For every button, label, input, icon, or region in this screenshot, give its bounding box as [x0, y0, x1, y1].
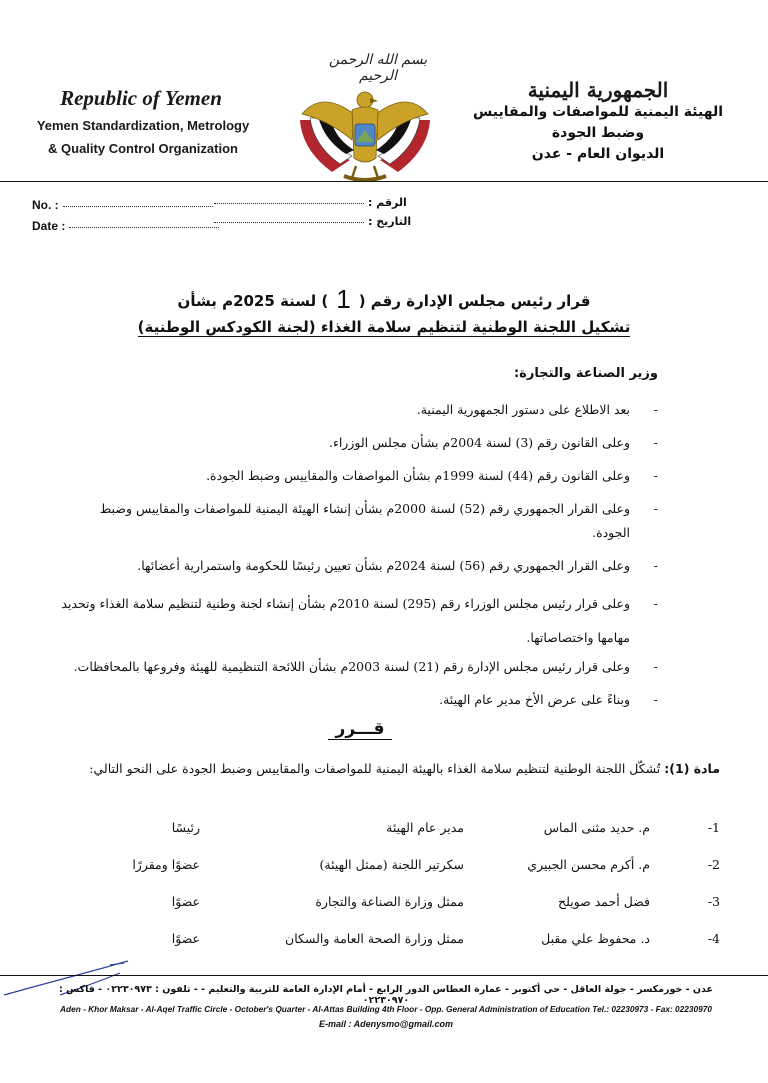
english-org-line-1: Yemen Standardization, Metrology	[36, 118, 250, 133]
arabic-date-field	[210, 215, 411, 228]
table-row	[80, 894, 720, 931]
english-republic-title: Republic of Yemen	[60, 86, 222, 110]
arabic-number-label: الرقم :	[368, 196, 407, 209]
arabic-org-line-1: الهيئة اليمنية للمواصفات والمقاييس	[472, 104, 724, 120]
english-org-line-2: & Quality Control Organization	[48, 141, 238, 156]
list-item: - وعلى القانون رقم (44) لسنة 1999م بشأن المواصفات والمقاييس وضبط الجودة.	[206, 468, 658, 483]
member-number: 4-	[707, 931, 720, 946]
member-role: ممثل وزارة الصحة العامة والسكان	[285, 931, 464, 946]
member-status: عضوًا ومقررًا	[132, 857, 200, 872]
arabic-number-blank	[214, 203, 364, 204]
member-name: م. أكرم محسن الجبيري	[527, 857, 650, 872]
table-row	[80, 820, 720, 857]
table-row	[80, 857, 720, 894]
list-item: - بعد الاطلاع على دستور الجمهورية اليمنية.	[416, 402, 658, 417]
arabic-org-line-2: وضبط الجودة	[551, 125, 645, 141]
members-list	[80, 820, 720, 968]
decides-heading: قـــرر	[300, 719, 420, 739]
number-blank	[63, 206, 213, 207]
list-item: - وعلى القرار الجمهوري رقم (56) لسنة 2024م بشأن تعيين رئيسًا للحكومة واستمرارية أعضائها.	[137, 558, 658, 573]
member-number: 1-	[707, 820, 720, 835]
basmala-calligraphy: بسم الله الرحمن الرحيم	[328, 52, 428, 84]
list-item: - وعلى قرار رئيس مجلس الإدارة رقم (21) لسنة 2003م بشأن اللائحة التنظيمية للهيئة وفروعها بالمحافظات.	[73, 659, 658, 674]
date-field	[32, 219, 223, 233]
preamble-list	[58, 398, 658, 721]
list-item: - وعلى القرار الجمهوري رقم (52) لسنة 2000م بشأن إنشاء الهيئة اليمنية للمواصفات والمقاييس وضبط الجودة.	[99, 501, 658, 540]
date-blank	[69, 227, 219, 228]
article-text: تُشكّل اللجنة الوطنية لتنظيم سلامة الغذاء بالهيئة اليمنية للمواصفات والمقاييس وضبط الجودة على النحو التالي:	[89, 761, 661, 776]
member-name: م. حديد مثنى الماس	[543, 820, 650, 835]
table-row	[80, 931, 720, 968]
footer-arabic-address: عدن - خورمكسر - جولة العاقل - حي أكتوبر - عمارة العطاس الدور الرابع - أمام الإدارة العامة للتربية والتعليم - - تلفون : ٠٢٢٣٠٩٧٣ - فاكس : ٠٢٢٣٠٩٧٠	[59, 984, 713, 1006]
member-number: 2-	[707, 857, 720, 872]
list-item: - وعلى القانون رقم (3) لسنة 2004م بشأن مجلس الوزراء.	[328, 435, 658, 450]
decree-title-suffix: ) لسنة 2025م بشأن	[177, 292, 329, 310]
arabic-date-blank	[214, 222, 364, 223]
article-1	[20, 752, 720, 786]
member-number: 3-	[707, 894, 720, 909]
arabic-number-field	[210, 196, 407, 209]
arabic-office-location: الديوان العام - عدن	[531, 146, 665, 162]
footer-email: E-mail : Adenysmo@gmail.com	[319, 1019, 453, 1029]
number-label: No. :	[32, 198, 59, 212]
number-field	[32, 198, 217, 212]
decree-number: 1	[336, 284, 351, 314]
date-label: Date :	[32, 219, 66, 233]
article-label: مادة (1):	[664, 761, 720, 776]
footer-divider	[0, 975, 768, 976]
member-status: رئيسًا	[171, 820, 200, 835]
member-name: د. محفوظ علي مقبل	[541, 931, 650, 946]
member-role: سكرتير اللجنة (ممثل الهيئة)	[319, 857, 464, 872]
decree-title	[60, 284, 708, 315]
decree-subject	[60, 318, 708, 336]
arabic-header	[468, 78, 728, 162]
member-status: عضوًا	[171, 894, 200, 909]
member-role: مدير عام الهيئة	[386, 820, 464, 835]
decree-subject-text: تشكيل اللجنة الوطنية لتنظيم سلامة الغذاء (لجنة الكودكس الوطنية)	[137, 318, 631, 336]
decree-title-prefix: قرار رئيس مجلس الإدارة رقم (	[358, 292, 591, 310]
arabic-republic-title: الجمهورية اليمنية	[527, 78, 669, 102]
list-item: - وبناءً على عرض الأخ مدير عام الهيئة.	[439, 692, 658, 707]
footer-english-address: Aden - Khor Maksar - Al-Aqel Traffic Circle - October's Quarter - Al-Attas Building 4th Floor - Opp. General Administration of Education Tel.: 02230973 - Fax: 02230970	[60, 1004, 712, 1014]
member-status: عضوًا	[171, 931, 200, 946]
member-name: فضل أحمد صويلح	[558, 894, 650, 909]
yemen-eagle-emblem-icon	[292, 80, 438, 188]
list-item: - وعلى قرار رئيس مجلس الوزراء رقم (295) لسنة 2010م بشأن إنشاء لجنة وطنية لتنظيم سلامة الغذاء وتحديد مهامها واختصاصاتها.	[61, 596, 658, 645]
header-divider	[0, 181, 768, 182]
arabic-date-label: التاريخ :	[368, 215, 412, 228]
minister-heading: وزير الصناعة والتجارة:	[513, 366, 658, 381]
english-organization-name	[30, 114, 256, 160]
member-role: ممثل وزارة الصناعة والتجارة	[315, 894, 464, 909]
